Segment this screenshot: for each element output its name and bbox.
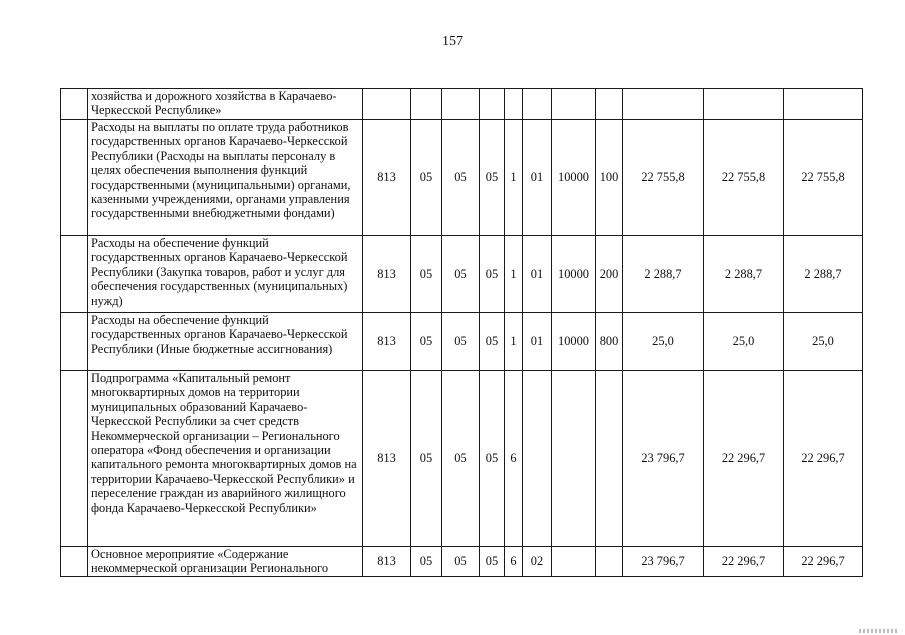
blank-cell [61,236,88,313]
cs-direction-cell: 10000 [552,236,596,313]
cs-direction-cell [552,89,596,120]
description-cell: Подпрограмма «Капитальный ремонт многоквартирных домов на территории муниципальных образований Карачаево-Черкесской Республики за счет средств Некоммерческой организации – Регионального оператора «Фонд обеспечения и организации капитального ремонта многоквартирных домов на территории Карачаево-Черкесской Республики» и переселение граждан из аварийного жилищного фонда Карачаево-Черкесской Республики» [88,371,363,547]
ved-cell: 813 [363,313,411,371]
sum-year3-cell: 25,0 [784,313,863,371]
description-cell: Расходы на обеспечение функций государственных органов Карачаево-Черкесской Республики (Иные бюджетные ассигнования) [88,313,363,371]
table-row [61,236,863,313]
vr-cell: 200 [596,236,623,313]
cs-event-cell: 01 [523,236,552,313]
blank-cell [61,120,88,236]
scan-artifact [859,629,899,633]
cs-program-cell [480,89,505,120]
rz-cell: 05 [411,120,442,236]
vr-cell [596,89,623,120]
sum-year2-cell: 25,0 [704,313,784,371]
sum-year1-cell: 2 288,7 [623,236,704,313]
blank-cell [61,313,88,371]
sum-year3-cell: 22 755,8 [784,120,863,236]
sum-year2-cell: 2 288,7 [704,236,784,313]
sum-year1-cell: 23 796,7 [623,547,704,577]
sum-year1-cell: 22 755,8 [623,120,704,236]
cs-subprogram-cell: 1 [505,120,523,236]
vr-cell [596,371,623,547]
cs-subprogram-cell: 1 [505,236,523,313]
blank-cell [61,371,88,547]
ved-cell: 813 [363,547,411,577]
blank-cell [61,89,88,120]
cs-event-cell [523,89,552,120]
table-row [61,89,863,120]
table-row [61,371,863,547]
pr-cell: 05 [442,236,480,313]
vr-cell: 100 [596,120,623,236]
pr-cell: 05 [442,371,480,547]
table-row [61,547,863,577]
sum-year2-cell: 22 296,7 [704,547,784,577]
cs-program-cell: 05 [480,236,505,313]
cs-subprogram-cell: 1 [505,313,523,371]
pr-cell: 05 [442,547,480,577]
pr-cell: 05 [442,120,480,236]
rz-cell: 05 [411,313,442,371]
sum-year3-cell: 22 296,7 [784,547,863,577]
cs-subprogram-cell: 6 [505,371,523,547]
table-row [61,120,863,236]
cs-direction-cell: 10000 [552,120,596,236]
rz-cell: 05 [411,236,442,313]
cs-program-cell: 05 [480,313,505,371]
ved-cell [363,89,411,120]
table-body [61,89,863,577]
cs-program-cell: 05 [480,371,505,547]
rz-cell: 05 [411,371,442,547]
sum-year1-cell: 23 796,7 [623,371,704,547]
rz-cell [411,89,442,120]
cs-subprogram-cell [505,89,523,120]
cs-direction-cell [552,547,596,577]
table-row [61,313,863,371]
cs-event-cell: 01 [523,120,552,236]
sum-year3-cell: 22 296,7 [784,371,863,547]
cs-event-cell: 01 [523,313,552,371]
sum-year2-cell: 22 296,7 [704,371,784,547]
cs-direction-cell [552,371,596,547]
description-cell: хозяйства и дорожного хозяйства в Карачаево-Черкесской Республике» [88,89,363,120]
page-number: 157 [442,34,463,49]
cs-direction-cell: 10000 [552,313,596,371]
cs-subprogram-cell: 6 [505,547,523,577]
cs-program-cell: 05 [480,120,505,236]
vr-cell: 800 [596,313,623,371]
description-cell: Основное мероприятие «Содержание некоммерческой организации Регионального [88,547,363,577]
cs-event-cell: 02 [523,547,552,577]
sum-year2-cell [704,89,784,120]
ved-cell: 813 [363,236,411,313]
blank-cell [61,547,88,577]
sum-year1-cell [623,89,704,120]
sum-year3-cell [784,89,863,120]
cs-program-cell: 05 [480,547,505,577]
budget-table [60,88,863,577]
ved-cell: 813 [363,120,411,236]
rz-cell: 05 [411,547,442,577]
description-cell: Расходы на выплаты по оплате труда работников государственных органов Карачаево-Черкесской Республики (Расходы на выплаты персоналу в целях обеспечения выполнения функций государственными (муниципальными) органами, казенными учреждениями, органами управления государственными внебюджетными фондами) [88,120,363,236]
pr-cell [442,89,480,120]
ved-cell: 813 [363,371,411,547]
pr-cell: 05 [442,313,480,371]
vr-cell [596,547,623,577]
description-cell: Расходы на обеспечение функций государственных органов Карачаево-Черкесской Республики (Закупка товаров, работ и услуг для обеспечения государственных (муниципальных) нужд) [88,236,363,313]
sum-year2-cell: 22 755,8 [704,120,784,236]
sum-year1-cell: 25,0 [623,313,704,371]
cs-event-cell [523,371,552,547]
sum-year3-cell: 2 288,7 [784,236,863,313]
